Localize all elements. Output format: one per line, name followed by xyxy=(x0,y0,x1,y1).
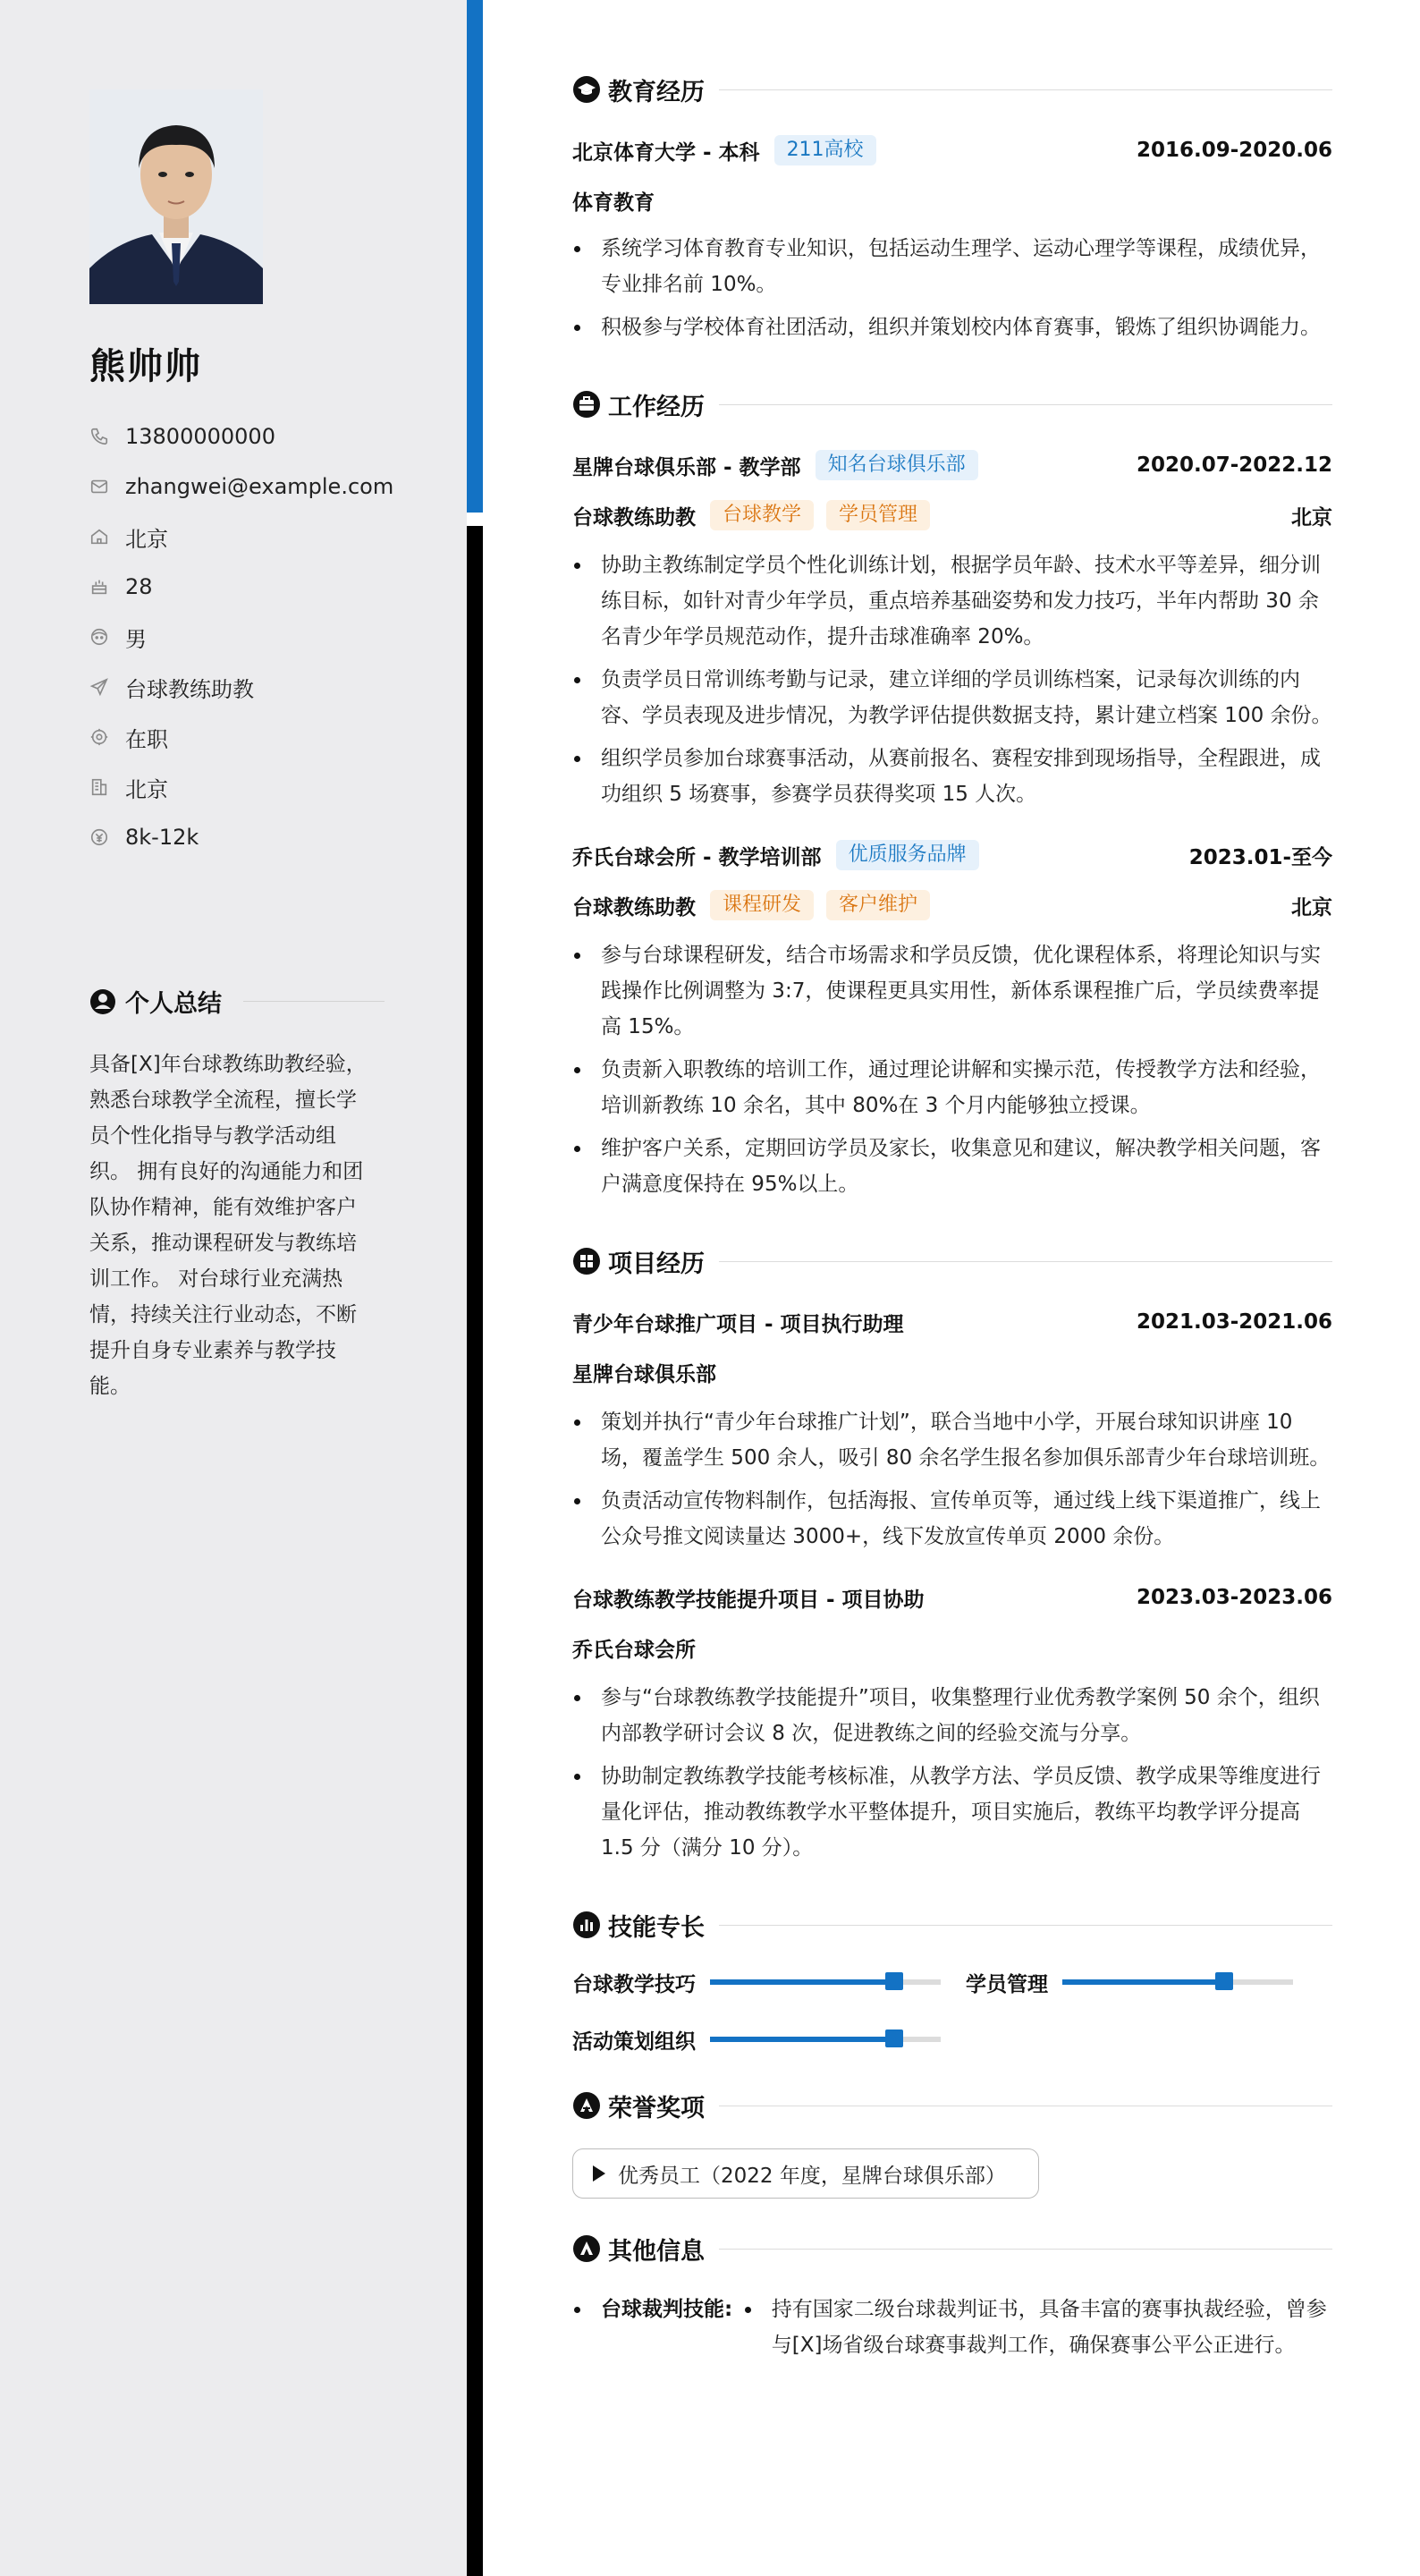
contact-city xyxy=(89,762,429,812)
project-header xyxy=(572,1580,1332,1615)
home-icon xyxy=(89,527,109,547)
salary-icon xyxy=(89,827,109,847)
contact-email xyxy=(89,462,429,512)
job-entry xyxy=(572,447,1332,812)
awards-section xyxy=(572,2086,1332,2199)
education-section xyxy=(572,70,1332,345)
cake-icon xyxy=(89,577,109,597)
project-org: 乔氏台球会所 xyxy=(572,1638,696,1662)
skill-fill xyxy=(710,1979,894,1985)
project-name: 台球教练教学技能提升项目 - 项目协助 xyxy=(572,1588,925,1612)
other-heading xyxy=(572,2229,1332,2268)
contact-value: 北京 xyxy=(125,526,168,552)
job-bullets xyxy=(572,937,1332,1202)
contact-value: 北京 xyxy=(125,776,168,802)
job-city: 北京 xyxy=(1291,895,1332,919)
project-date: 2021.03-2021.06 xyxy=(1136,1310,1332,1334)
projects-section xyxy=(572,1241,1332,1866)
contact-phone xyxy=(89,411,429,462)
skill-knob xyxy=(885,1972,903,1990)
work-section xyxy=(572,385,1332,1202)
school-name: 北京体育大学 - 本科 xyxy=(572,140,760,165)
project-entry xyxy=(572,1580,1332,1866)
skill-fill xyxy=(710,2037,894,2042)
project-org-row xyxy=(572,1630,1332,1665)
project-date: 2023.03-2023.06 xyxy=(1136,1586,1332,1609)
list-item: 负责学员日常训练考勤与记录，建立详细的学员训练档案，记录每次训练的内容、学员表现及进步情况，为教学评估提供数据支持，累计建立档案 100 余份。 xyxy=(572,662,1332,733)
divider xyxy=(719,1925,1332,1926)
skill-tag: 客户维护 xyxy=(826,890,930,920)
status-icon xyxy=(89,727,109,747)
list-item: 系统学习体育教育专业知识，包括运动生理学、运动心理学等课程，成绩优异，专业排名前 10%。 xyxy=(572,231,1332,302)
divider-stripe xyxy=(467,526,483,2576)
awards-title: 荣誉奖项 xyxy=(608,2094,705,2123)
list-item: 协助制定教练教学技能考核标准，从教学方法、学员反馈、教学成果等维度进行量化评估，推动教练教学水平整体提升，项目实施后，教练平均教学评分提高 1.5 分（满分 10 分）。 xyxy=(572,1758,1332,1866)
company-name: 星牌台球俱乐部 - 教学部 xyxy=(572,455,801,479)
education-bullets xyxy=(572,231,1332,345)
list-item: 协助主教练制定学员个性化训练计划，根据学员年龄、技术水平等差异，细分训练目标，如针对青少年学员，重点培养基础姿势和发力技巧，半年内帮助 30 余名青少年学员规范动作，提升击球准确率 20%。 xyxy=(572,547,1332,655)
awards-heading xyxy=(572,2086,1332,2125)
education-date: 2016.09-2020.06 xyxy=(1136,139,1332,162)
other-label: 台球裁判技能: xyxy=(572,2292,743,2363)
work-heading xyxy=(572,385,1332,424)
divider xyxy=(719,1261,1332,1262)
job-date: 2020.07-2022.12 xyxy=(1136,453,1332,477)
skill-name: 学员管理 xyxy=(966,1972,1048,1996)
divider xyxy=(719,404,1332,405)
project-header xyxy=(572,1304,1332,1340)
job-header xyxy=(572,837,1332,873)
major: 体育教育 xyxy=(572,191,655,215)
project-bullets xyxy=(572,1404,1332,1555)
project-entry xyxy=(572,1304,1332,1555)
skill-knob xyxy=(1215,1972,1233,1990)
job-date: 2023.01-至今 xyxy=(1188,845,1332,869)
award-item xyxy=(572,2148,1039,2199)
summary-text: 具备[X]年台球教练助教经验，熟悉台球教学全流程，擅长学员个性化指导与教学活动组织。 拥有良好的沟通能力和团队协作精神，能有效维护客户关系，推动课程研发与教练培训工作。 对台球行业充满热情，持续关注行业动态，不断提升自身专业素养与教学技能。 xyxy=(89,1053,367,1398)
divider xyxy=(719,89,1332,90)
accent-stripe xyxy=(467,0,483,513)
skills-title: 技能专长 xyxy=(608,1913,705,1942)
candidate-name: 熊帅帅 xyxy=(89,346,202,387)
skill-track xyxy=(710,2037,941,2042)
play-triangle-icon xyxy=(593,2165,605,2182)
graduation-cap-icon xyxy=(572,75,601,104)
job-position: 台球教练助教 xyxy=(572,895,696,919)
phone-icon xyxy=(89,427,109,446)
list-item: 组织学员参加台球赛事活动，从赛前报名、赛程安排到现场指导，全程跟进，成功组织 5 场赛事，参赛学员获得奖项 15 人次。 xyxy=(572,741,1332,812)
contact-position xyxy=(89,662,429,712)
work-title: 工作经历 xyxy=(608,393,705,421)
skill-name: 台球教学技巧 xyxy=(572,1972,696,1996)
skill-fill xyxy=(1062,1979,1224,1985)
job-position-row xyxy=(572,497,1332,533)
contact-value: 男 xyxy=(125,626,147,652)
job-position: 台球教练助教 xyxy=(572,505,696,530)
skill-item xyxy=(966,1964,1293,2000)
briefcase-icon xyxy=(572,390,601,419)
job-entry xyxy=(572,837,1332,1202)
main-content xyxy=(572,70,1332,2363)
project-name: 青少年台球推广项目 - 项目执行助理 xyxy=(572,1312,904,1336)
skill-bars xyxy=(572,1964,1332,2072)
skill-track xyxy=(710,1979,941,1985)
project-org: 星牌台球俱乐部 xyxy=(572,1362,716,1386)
list-item: 参与“台球教练教学技能提升”项目，收集整理行业优秀教学案例 50 余个，组织内部教学研讨会议 8 次，促进教练之间的经验交流与分享。 xyxy=(572,1680,1332,1751)
skill-knob xyxy=(885,2029,903,2047)
face-icon xyxy=(89,627,109,647)
skill-tag: 课程研发 xyxy=(710,890,814,920)
other-title: 其他信息 xyxy=(608,2237,705,2266)
contact-value: 台球教练助教 xyxy=(125,676,254,702)
job-bullets xyxy=(572,547,1332,812)
divider xyxy=(719,2249,1332,2250)
sidebar xyxy=(0,0,467,2576)
building-icon xyxy=(89,777,109,797)
contact-gender xyxy=(89,612,429,662)
list-item: 负责新入职教练的培训工作，通过理论讲解和实操示范，传授教学方法和经验，培训新教练 10 余名，其中 80%在 3 个月内能够独立授课。 xyxy=(572,1052,1332,1123)
avatar xyxy=(89,89,263,304)
contact-salary xyxy=(89,812,429,862)
user-circle-icon xyxy=(89,988,116,1015)
contact-value: 13800000000 xyxy=(125,424,275,449)
school-tag: 211高校 xyxy=(774,135,876,165)
project-org-row xyxy=(572,1354,1332,1390)
contact-value: 28 xyxy=(125,574,153,599)
other-item xyxy=(572,2292,1332,2363)
education-title: 教育经历 xyxy=(608,78,705,106)
list-item: 积极参与学校体育社团活动，组织并策划校内体育赛事，锻炼了组织协调能力。 xyxy=(572,309,1332,345)
skills-section xyxy=(572,1905,1332,2072)
list-item: 负责活动宣传物料制作，包括海报、宣传单页等，通过线上线下渠道推广，线上公众号推文阅读量达 3000+，线下发放宣传单页 2000 余份。 xyxy=(572,1483,1332,1555)
job-header xyxy=(572,447,1332,483)
contact-age xyxy=(89,562,429,612)
skill-tag: 台球教学 xyxy=(710,500,814,530)
award-icon xyxy=(572,2091,601,2120)
company-tag: 知名台球俱乐部 xyxy=(816,450,978,480)
info-icon xyxy=(572,2234,601,2263)
summary-heading xyxy=(89,984,385,1019)
list-item: 策划并执行“青少年台球推广计划”，联合当地中小学，开展台球知识讲座 10 场，覆盖学生 500 余人，吸引 80 余名学生报名参加俱乐部青少年台球培训班。 xyxy=(572,1404,1332,1476)
contact-location xyxy=(89,512,429,562)
skill-name: 活动策划组织 xyxy=(572,2029,696,2054)
divider xyxy=(243,1001,385,1002)
grid-icon xyxy=(572,1247,601,1275)
major-row xyxy=(572,182,1332,218)
contact-value: 8k-12k xyxy=(125,825,199,850)
mail-icon xyxy=(89,477,109,496)
project-bullets xyxy=(572,1680,1332,1866)
send-icon xyxy=(89,677,109,697)
education-heading xyxy=(572,70,1332,109)
education-row xyxy=(572,132,1332,168)
projects-title: 项目经历 xyxy=(608,1250,705,1278)
contact-status xyxy=(89,712,429,762)
list-item: 维护客户关系，定期回访学员及家长，收集意见和建议，解决教学相关问题，客户满意度保持在 95%以上。 xyxy=(572,1131,1332,1202)
bar-chart-icon xyxy=(572,1911,601,1939)
contact-value: 在职 xyxy=(125,726,168,752)
skill-track xyxy=(1062,1979,1293,1985)
skills-heading xyxy=(572,1905,1332,1945)
skill-item xyxy=(572,2021,941,2057)
company-tag: 优质服务品牌 xyxy=(836,840,979,870)
list-item: 参与台球课程研发，结合市场需求和学员反馈，优化课程体系，将理论知识与实践操作比例调整为 3:7，使课程更具实用性，新体系课程推广后，学员续费率提高 15%。 xyxy=(572,937,1332,1045)
job-city: 北京 xyxy=(1291,505,1332,530)
award-text: 优秀员工（2022 年度，星牌台球俱乐部） xyxy=(618,2164,1006,2188)
skill-item xyxy=(572,1964,941,2000)
other-text: 持有国家二级台球裁判证书，具备丰富的赛事执裁经验，曾参与[X]场省级台球赛事裁判工作，确保赛事公平公正进行。 xyxy=(743,2292,1332,2363)
contact-value: zhangwei@example.com xyxy=(125,474,394,499)
other-section xyxy=(572,2229,1332,2363)
summary-title: 个人总结 xyxy=(125,990,222,1018)
company-name: 乔氏台球会所 - 教学培训部 xyxy=(572,845,822,869)
skill-tag: 学员管理 xyxy=(826,500,930,530)
projects-heading xyxy=(572,1241,1332,1281)
contact-list xyxy=(89,411,429,862)
job-position-row xyxy=(572,887,1332,923)
